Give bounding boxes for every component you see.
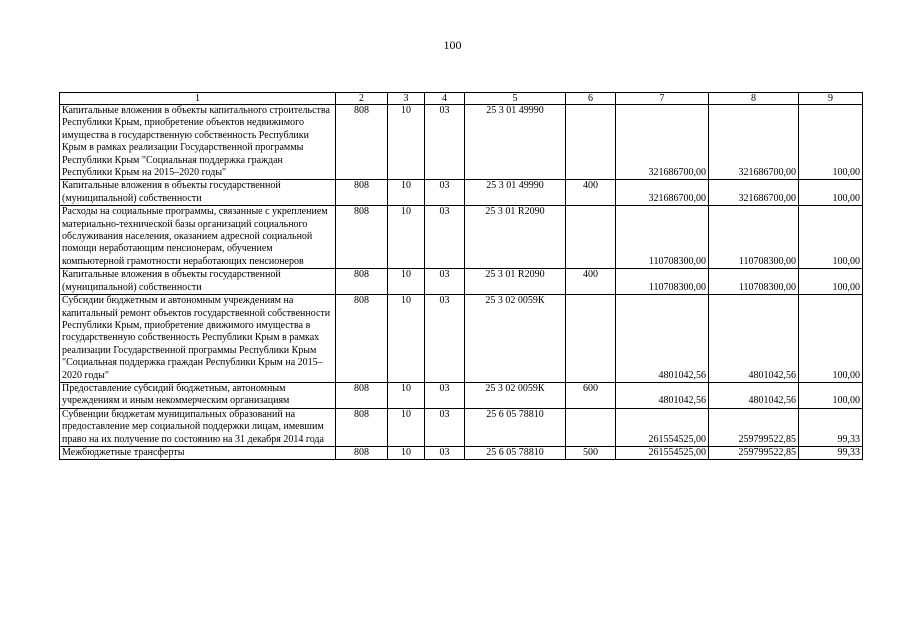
planned-amount-cell: 261554525,00 <box>616 446 709 459</box>
table-row <box>60 408 863 446</box>
planned-amount-cell: 110708300,00 <box>616 269 709 295</box>
subsection-code-cell: 03 <box>425 206 465 269</box>
item-name-cell: Субсидии бюджетным и автономным учреждениям на капитальный ремонт объектов государственной собственности Республики Крым, приобретение движимого имущества в государственную собственность Республики Крым в рамках реализации Государственной программы Республики Крым "Социальная поддержка граждан Республики Крым на 2015–2020 годы" <box>60 295 336 383</box>
subsection-code-cell: 03 <box>425 446 465 459</box>
percent-cell: 100,00 <box>799 269 863 295</box>
section-code-cell: 10 <box>388 269 425 295</box>
actual-amount-cell: 110708300,00 <box>709 269 799 295</box>
header-cell-8: 8 <box>709 93 799 105</box>
target-item-cell: 25 3 01 49990 <box>465 105 566 180</box>
table-row <box>60 105 863 180</box>
table-body <box>60 105 863 460</box>
subsection-code-cell: 03 <box>425 180 465 206</box>
header-cell-1: 1 <box>60 93 336 105</box>
percent-cell: 100,00 <box>799 295 863 383</box>
target-item-cell: 25 6 05 78810 <box>465 408 566 446</box>
expense-type-cell: 600 <box>566 382 616 408</box>
expense-type-cell: 400 <box>566 180 616 206</box>
target-item-cell: 25 3 02 0059К <box>465 295 566 383</box>
header-cell-3: 3 <box>388 93 425 105</box>
percent-cell: 100,00 <box>799 382 863 408</box>
item-name-cell: Расходы на социальные программы, связанные с укреплением материально-технической базы организаций социального обслуживания населения, оказанием адресной социальной помощи неработающим пенсионерам, обучением компьютерной грамотности неработающих пенсионеров <box>60 206 336 269</box>
page-number: 100 <box>443 38 462 52</box>
percent-cell: 99,33 <box>799 408 863 446</box>
target-item-cell: 25 6 05 78810 <box>465 446 566 459</box>
table-row <box>60 206 863 269</box>
planned-amount-cell: 321686700,00 <box>616 180 709 206</box>
planned-amount-cell: 110708300,00 <box>616 206 709 269</box>
expense-type-cell <box>566 206 616 269</box>
percent-cell: 100,00 <box>799 180 863 206</box>
admin-code-cell: 808 <box>336 446 388 459</box>
admin-code-cell: 808 <box>336 295 388 383</box>
actual-amount-cell: 110708300,00 <box>709 206 799 269</box>
planned-amount-cell: 321686700,00 <box>616 105 709 180</box>
actual-amount-cell: 259799522,85 <box>709 408 799 446</box>
admin-code-cell: 808 <box>336 408 388 446</box>
header-cell-5: 5 <box>465 93 566 105</box>
section-code-cell: 10 <box>388 446 425 459</box>
item-name-cell: Предоставление субсидий бюджетным, автономным учреждениям и иным некоммерческим организациям <box>60 382 336 408</box>
percent-cell: 100,00 <box>799 105 863 180</box>
percent-cell: 100,00 <box>799 206 863 269</box>
item-name-cell: Капитальные вложения в объекты капитального строительства Республики Крым, приобретение объектов недвижимого имущества в государственную собственность Республики Крым в рамках реализации Государственной программы Республики Крым "Социальная поддержка граждан Республики Крым на 2015–2020 годы" <box>60 105 336 180</box>
section-code-cell: 10 <box>388 206 425 269</box>
subsection-code-cell: 03 <box>425 105 465 180</box>
actual-amount-cell: 4801042,56 <box>709 382 799 408</box>
actual-amount-cell: 321686700,00 <box>709 180 799 206</box>
table-row <box>60 382 863 408</box>
section-code-cell: 10 <box>388 382 425 408</box>
section-code-cell: 10 <box>388 408 425 446</box>
target-item-cell: 25 3 01 49990 <box>465 180 566 206</box>
admin-code-cell: 808 <box>336 206 388 269</box>
admin-code-cell: 808 <box>336 269 388 295</box>
item-name-cell: Капитальные вложения в объекты государственной (муниципальной) собственности <box>60 269 336 295</box>
target-item-cell: 25 3 01 R2090 <box>465 206 566 269</box>
actual-amount-cell: 321686700,00 <box>709 105 799 180</box>
planned-amount-cell: 4801042,56 <box>616 382 709 408</box>
planned-amount-cell: 4801042,56 <box>616 295 709 383</box>
expense-type-cell <box>566 295 616 383</box>
header-cell-7: 7 <box>616 93 709 105</box>
admin-code-cell: 808 <box>336 180 388 206</box>
expense-type-cell: 500 <box>566 446 616 459</box>
table-row <box>60 446 863 459</box>
percent-cell: 99,33 <box>799 446 863 459</box>
planned-amount-cell: 261554525,00 <box>616 408 709 446</box>
item-name-cell: Межбюджетные трансферты <box>60 446 336 459</box>
expense-type-cell <box>566 105 616 180</box>
expense-type-cell <box>566 408 616 446</box>
table-row <box>60 295 863 383</box>
item-name-cell: Субвенции бюджетам муниципальных образований на предоставление мер социальной поддержки лицам, имевшим право на их получение по состоянию на 31 декабря 2014 года <box>60 408 336 446</box>
subsection-code-cell: 03 <box>425 408 465 446</box>
section-code-cell: 10 <box>388 180 425 206</box>
actual-amount-cell: 259799522,85 <box>709 446 799 459</box>
budget-table <box>59 92 863 460</box>
expense-type-cell: 400 <box>566 269 616 295</box>
subsection-code-cell: 03 <box>425 382 465 408</box>
item-name-cell: Капитальные вложения в объекты государственной (муниципальной) собственности <box>60 180 336 206</box>
header-cell-9: 9 <box>799 93 863 105</box>
table-row <box>60 269 863 295</box>
actual-amount-cell: 4801042,56 <box>709 295 799 383</box>
admin-code-cell: 808 <box>336 105 388 180</box>
header-cell-6: 6 <box>566 93 616 105</box>
subsection-code-cell: 03 <box>425 295 465 383</box>
header-cell-4: 4 <box>425 93 465 105</box>
section-code-cell: 10 <box>388 105 425 180</box>
target-item-cell: 25 3 02 0059К <box>465 382 566 408</box>
subsection-code-cell: 03 <box>425 269 465 295</box>
target-item-cell: 25 3 01 R2090 <box>465 269 566 295</box>
admin-code-cell: 808 <box>336 382 388 408</box>
section-code-cell: 10 <box>388 295 425 383</box>
header-cell-2: 2 <box>336 93 388 105</box>
table-row <box>60 180 863 206</box>
header-row <box>60 93 863 105</box>
